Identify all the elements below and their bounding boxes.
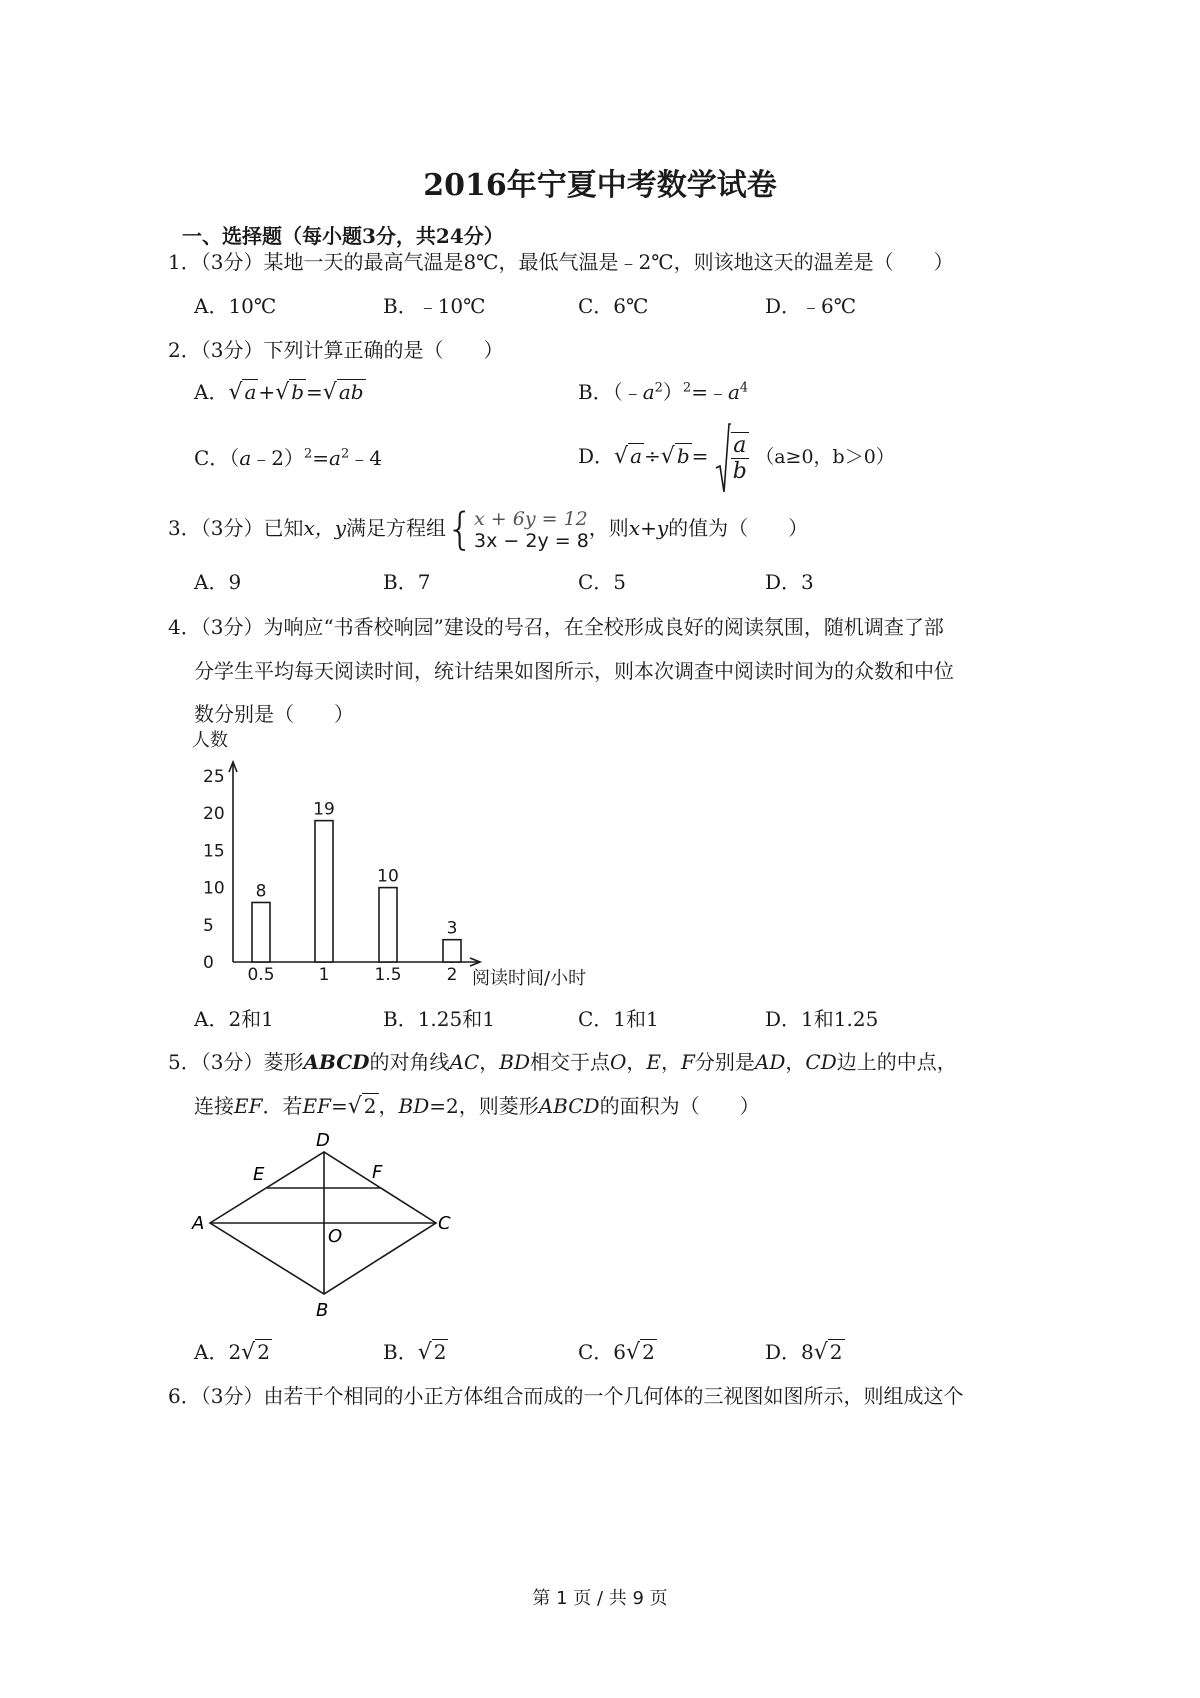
q5-b: 相交于点 <box>530 1050 610 1074</box>
q5-l2-d: 的面积为（ ） <box>599 1094 760 1118</box>
q5-abcd: ABCD <box>303 1050 370 1074</box>
point-label-c: C <box>438 1213 451 1234</box>
q3-eq2: 3x − 2y = 8 <box>474 529 589 552</box>
q5-d-rad: 2 <box>829 1340 843 1364</box>
bar <box>252 902 270 962</box>
q5-bd: BD <box>499 1050 530 1074</box>
rhombus-diagram <box>188 1128 468 1326</box>
q2-d-num: a <box>731 433 749 459</box>
question-6-line-1: 6．（3分）由若干个相同的小正方体组合而成的一个几何体的三视图如图所示，则组成这个 <box>168 1384 964 1408</box>
q1-option-b: B．﹣10℃ <box>383 294 486 318</box>
x-tick-label: 1.5 <box>374 965 402 985</box>
q2-b-eq: =﹣ <box>691 380 728 404</box>
q5-a-rad: 2 <box>257 1340 270 1364</box>
chart-x-label: 阅读时间/小时 <box>472 968 587 989</box>
q2-a-rad3: ab <box>338 380 364 404</box>
q2-d-div: ÷ <box>644 444 661 468</box>
bar-data-label: 19 <box>313 799 335 820</box>
sqrt-icon: √ <box>614 444 629 469</box>
sqrt-icon: √ <box>417 1340 432 1365</box>
big-sqrt <box>715 422 749 494</box>
q2-b-pre: B．（﹣ <box>578 380 643 404</box>
q5-d-label: D．8 <box>765 1340 814 1364</box>
y-tick-label: 0 <box>203 953 214 973</box>
q2-option-a <box>194 376 366 405</box>
x-tick-label: 2 <box>446 965 458 985</box>
q5-a-label: A．2 <box>194 1340 242 1364</box>
q5-option-b <box>383 1336 448 1365</box>
q2-option-c <box>194 442 382 471</box>
q5-comma4: ， <box>785 1050 806 1074</box>
x-tick-label: 1 <box>318 965 330 985</box>
q2-c-a2: a <box>329 446 341 470</box>
q5-c-label: C．6 <box>578 1340 627 1364</box>
bars <box>252 821 461 962</box>
q3-mid: 满足方程组 <box>346 516 447 540</box>
x-tick-label: 0.5 <box>247 965 275 985</box>
q4-option-d: D．1和1.25 <box>765 1007 879 1031</box>
q3-end: 的值为（ ） <box>668 516 809 540</box>
q4-option-c: C．1和1 <box>578 1007 659 1031</box>
q2-c-tail: ﹣4 <box>349 446 382 470</box>
page-title: 2016年宁夏中考数学试卷 <box>423 168 777 203</box>
q5-l2-a: ．若 <box>262 1094 303 1118</box>
q5-option-a <box>194 1336 272 1365</box>
q3-option-b: B．7 <box>383 570 431 594</box>
q2-d-eq: = <box>691 444 709 468</box>
y-tick-label: 20 <box>203 804 225 825</box>
bar <box>379 888 397 962</box>
q5-ac: AC <box>449 1050 480 1074</box>
q3-vars: x，y <box>303 516 347 540</box>
q5-ef: EF <box>234 1094 263 1118</box>
q4-option-a: A．2和1 <box>194 1007 274 1031</box>
question-5-line-2 <box>194 1090 760 1119</box>
q2-b-a: a <box>642 380 655 404</box>
sqrt-icon: √ <box>660 444 675 469</box>
q2-d-rad2: b <box>676 444 690 468</box>
sqrt-icon: √ <box>347 1094 362 1119</box>
q2-a-plus: + <box>258 380 276 404</box>
question-4-line-3: 数分别是（ ） <box>194 702 354 726</box>
sqrt-icon: √ <box>275 380 290 405</box>
sqrt-icon: √ <box>813 1340 828 1365</box>
q2-d-den: b <box>732 458 747 484</box>
data-labels <box>256 800 458 939</box>
point-label-f: F <box>372 1162 383 1183</box>
section-heading: 一、选择题（每小题3分，共24分） <box>182 224 504 248</box>
big-sqrt-icon <box>715 422 731 494</box>
bar-data-label: 8 <box>255 881 267 902</box>
q1-option-c: C．6℃ <box>578 294 649 318</box>
q2-a-rad1: a <box>244 380 257 404</box>
q3-option-c: C．5 <box>578 570 627 594</box>
q5-b-label: B． <box>383 1340 418 1364</box>
q2-d-label: D． <box>578 444 615 468</box>
q1-option-d: D．﹣6℃ <box>765 294 857 318</box>
sqrt-icon: √ <box>322 380 337 405</box>
q5-cd: CD <box>805 1050 837 1074</box>
q2-b-exp3: 4 <box>739 380 749 396</box>
point-label-a: A <box>192 1213 205 1234</box>
q5-pre: 5．（3分）菱形 <box>168 1050 304 1074</box>
bar-chart <box>180 728 620 998</box>
q5-ad: AD <box>754 1050 786 1074</box>
question-5-line-1 <box>168 1046 957 1075</box>
sqrt-icon: √ <box>626 1340 641 1365</box>
q5-option-c <box>578 1336 657 1365</box>
q2-d-condition: （a≥0，b＞0） <box>755 446 895 468</box>
y-tick-label: 25 <box>203 767 225 787</box>
q2-b-a2: a <box>727 380 740 404</box>
question-1-stem: 1．（3分）某地一天的最高气温是8℃，最低气温是﹣2℃，则该地这天的温差是（ ） <box>168 250 954 274</box>
q3-option-d: D．3 <box>765 570 814 594</box>
q2-c-eq: = <box>312 446 330 470</box>
point-label-d: D <box>316 1130 330 1151</box>
page-footer: 第 1 页 / 共 9 页 <box>532 1588 668 1609</box>
q2-d-fraction <box>731 432 749 484</box>
point-label-o: O <box>328 1226 343 1247</box>
q2-b-exp1: 2 <box>654 380 663 396</box>
question-2-stem: 2．（3分）下列计算正确的是（ ） <box>168 338 504 362</box>
q2-b-mid: ） <box>662 380 683 404</box>
sqrt-icon: √ <box>228 380 243 405</box>
x-ticks <box>247 965 457 985</box>
q5-c: 分别是 <box>694 1050 755 1074</box>
q5-comma: ， <box>479 1050 500 1074</box>
question-4-line-2: 分学生平均每天阅读时间，统计结果如图所示，则本次调查中阅读时间为的众数和中位 <box>194 659 954 683</box>
q1-option-a: A．10℃ <box>194 294 277 318</box>
question-4-line-1: 4．（3分）为响应“书香校响园”建设的号召，在全校形成良好的阅读氛围，随机调查了部 <box>168 615 944 639</box>
q2-option-d <box>578 420 895 492</box>
y-tick-label: 15 <box>203 841 225 862</box>
q2-b-exp2: 2 <box>682 380 692 396</box>
q5-l2-b: ， <box>378 1094 399 1118</box>
q5-b-rad: 2 <box>433 1340 447 1364</box>
bar <box>315 821 333 962</box>
question-3-stem <box>168 503 809 555</box>
q5-f: F <box>681 1050 695 1074</box>
q5-option-d <box>765 1336 845 1365</box>
q5-bd2: BD <box>398 1094 430 1118</box>
y-tick-label: 5 <box>203 915 214 936</box>
q2-a-rad2: b <box>291 380 305 404</box>
brace-icon: { <box>446 503 475 555</box>
q5-e: E <box>646 1050 662 1074</box>
bar <box>443 940 461 962</box>
point-label-e: E <box>253 1164 265 1185</box>
sqrt-icon: √ <box>241 1340 256 1365</box>
q2-c-exp1: 2 <box>303 446 313 462</box>
q2-c-mid: ﹣2） <box>251 446 304 470</box>
q5-abcd2: ABCD <box>538 1094 600 1118</box>
bar-data-label: 3 <box>446 918 458 939</box>
q2-d-rad1: a <box>630 444 643 468</box>
q5-d: 边上的中点， <box>836 1050 957 1074</box>
q2-c-exp2: 2 <box>340 446 350 462</box>
q5-ef2: EF <box>302 1094 331 1118</box>
q5-a: 的对角线 <box>369 1050 450 1074</box>
q2-c-pre: C．（ <box>194 446 240 470</box>
q4-option-b: B．1.25和1 <box>383 1007 495 1031</box>
bar-data-label: 10 <box>377 866 399 887</box>
q2-a-eq: = <box>306 380 323 404</box>
q3-eq1: x + 6y = 12 <box>474 507 588 530</box>
q5-o: O <box>610 1050 627 1074</box>
y-ticks <box>203 767 225 973</box>
q5-c-rad: 2 <box>642 1340 655 1364</box>
chart-y-label: 人数 <box>192 730 228 751</box>
q5-comma3: ， <box>661 1050 682 1074</box>
q5-l2-rad: 2 <box>363 1094 377 1118</box>
point-label-b: B <box>316 1300 329 1321</box>
q3-pre: 3．（3分）已知 <box>168 516 304 540</box>
q5-comma2: ， <box>626 1050 647 1074</box>
q2-c-a: a <box>239 446 252 470</box>
q3-post: ，则 <box>588 516 629 540</box>
q5-l2-eq: = <box>330 1094 348 1118</box>
equation-system <box>474 508 589 552</box>
q2-a-label: A． <box>194 380 229 404</box>
q5-l2-pre: 连接 <box>194 1094 234 1118</box>
q2-option-b <box>578 376 748 405</box>
y-tick-label: 10 <box>203 878 225 899</box>
q3-option-a: A．9 <box>194 570 242 594</box>
q5-l2-c: =2，则菱形 <box>429 1094 539 1118</box>
q3-sum: x+y <box>628 516 669 540</box>
